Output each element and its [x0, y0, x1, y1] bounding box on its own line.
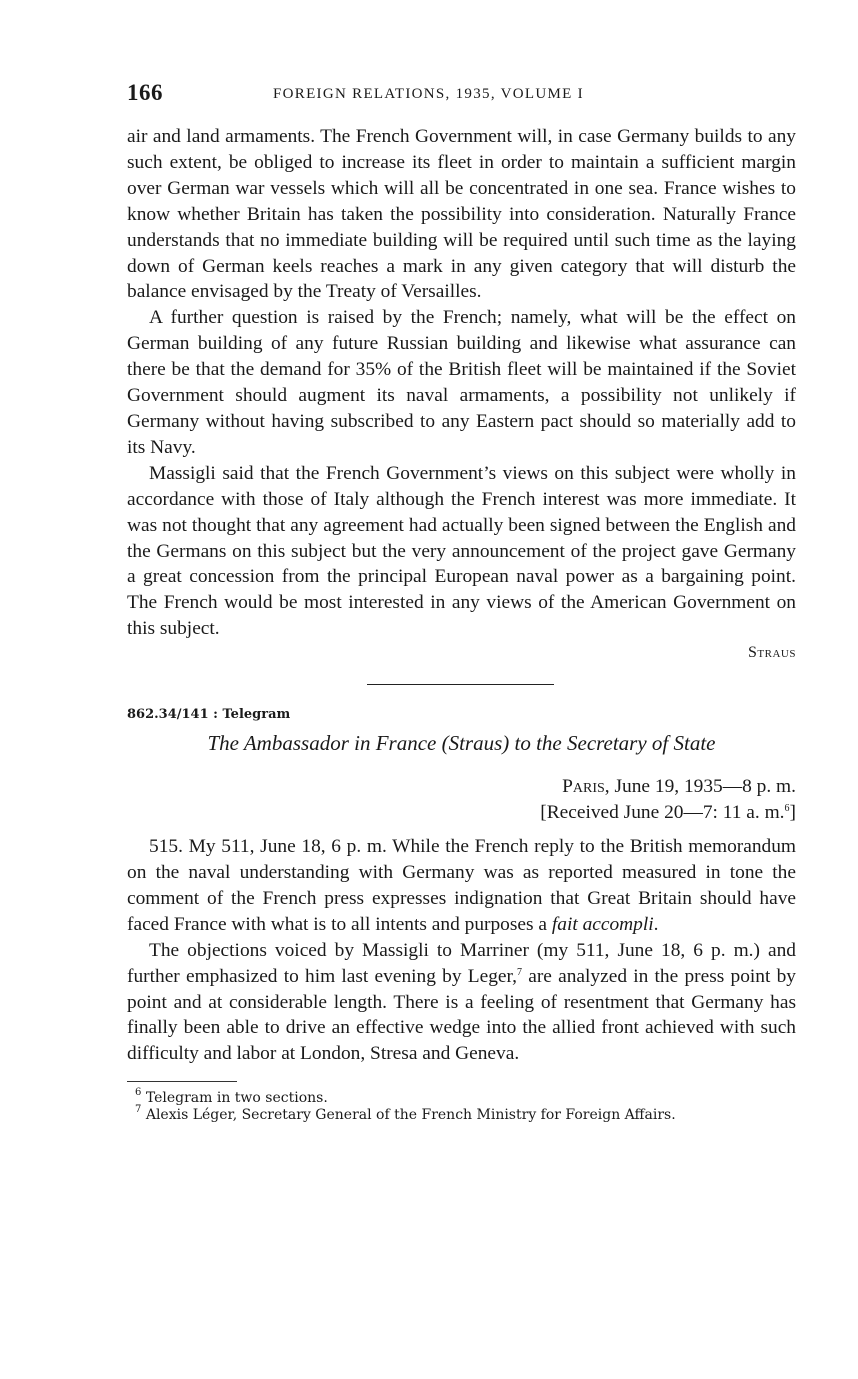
paragraph: A further question is raised by the French; namely, what will be the effect on German building of any future Russian building and likewise what assurance can there be that the demand for 35% of the British fleet will be maintained if the Soviet Government should augment its naval armaments, a possibility not unlikely if Germany without having subscribed to any Eastern pact should so materially add to its Navy. — [127, 307, 796, 458]
date: , June 19, 1935—8 p. m. — [604, 776, 796, 798]
place-date — [127, 774, 796, 800]
footnote-rule — [127, 1081, 237, 1082]
continued-text — [127, 124, 796, 642]
footnote-marker: 7 — [517, 966, 523, 978]
paragraph: air and land armaments. The French Government will, in case Germany builds to any such extent, be obliged to increase its fleet in order to maintain a sufficient margin over German war vessels which will all be concentrated in one sea. France wishes to know whether Britain has taken the possibility into consideration. Naturally France understands that no immediate building will be required until such time as the laying down of German keels reaches a mark in any given category that will disturb the balance envisaged by the Treaty of Versailles. — [127, 126, 796, 303]
received-line: [Received June 20—7: 11 a. m.$^6$] — [540, 802, 796, 824]
running-title: FOREIGN RELATIONS, 1935, VOLUME I — [273, 86, 584, 102]
telegram-body — [127, 834, 796, 1067]
paragraph: Massigli said that the French Government’s views on this subject were wholly in accordance with those of Italy although the French interest was more immediate. It was not thought that any agreement had actually been signed between the English and the Germans on this subject but the very announcement of the project gave Germany a great concession from the principal European naval power as a bargaining point. The French would be most interested in any views of the American Government on this subject. — [127, 462, 796, 640]
section-divider — [367, 684, 554, 685]
footnote: $^6$ Telegram in two sections. — [135, 1087, 328, 1107]
page — [127, 80, 796, 1124]
signature: Straus — [748, 644, 796, 662]
place: Paris — [562, 776, 605, 798]
document-title: The Ambassador in France (Straus) to the Secretary of State — [207, 731, 716, 756]
footnotes — [127, 1087, 796, 1124]
file-reference: 862.34/141 : Telegram — [127, 707, 291, 723]
paragraph: 515. My 511, June 18, 6 p. m. While the French reply to the British memorandum on the naval understanding with Germany was as reported measured in tone the comment of the French press expresses indignation that Great Britain should have faced France with what is to all intents and purposes a fait accompli. — [127, 836, 796, 935]
paragraph: The objections voiced by Massigli to Marriner (my 511, June 18, 6 p. m.) and further emphasized to him last evening by Leger,$^7$ are analyzed in the press point by point and at considerable length. There is a feeling of resentment that Germany has finally been able to drive an effective wedge into the allied front achieved with such difficulty and labor at London, Stresa and Geneva. — [127, 939, 796, 1065]
footnote: $^7$ Alexis Léger, Secretary General of the French Ministry for Foreign Affairs. — [135, 1104, 676, 1124]
page-number: 166 — [127, 80, 163, 105]
dateline — [127, 774, 796, 826]
italic-phrase: fait accompli — [551, 913, 654, 935]
footnote-marker: 6 — [784, 803, 790, 815]
running-head — [127, 80, 796, 114]
